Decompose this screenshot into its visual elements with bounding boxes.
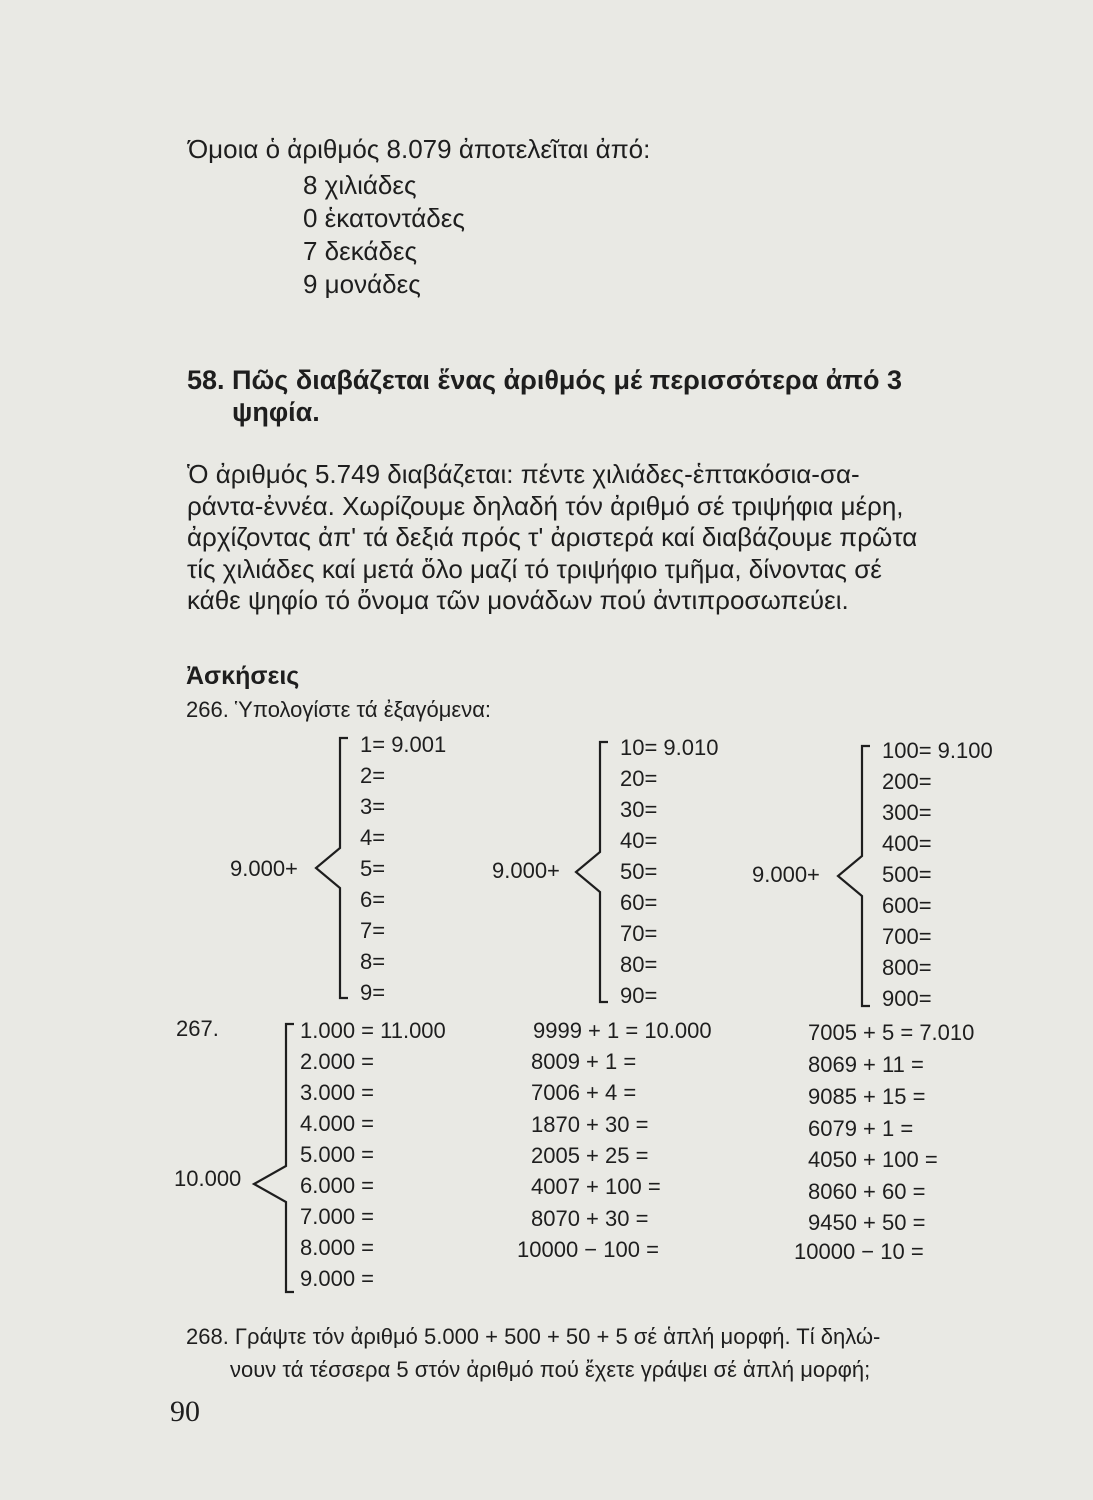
group-prefix: 9.000+ (752, 862, 820, 887)
addition-row: 8070 + 30 = (531, 1206, 649, 1231)
addition-row: 9450 + 50 = (808, 1210, 926, 1235)
intro-part: 8 χιλιάδες (303, 170, 417, 200)
left-brace (312, 736, 352, 1000)
sum-row: 5= (360, 856, 386, 881)
sum-row: 9= (360, 980, 386, 1005)
sum-row: 800= (882, 955, 932, 980)
sum-row: 600= (882, 893, 932, 918)
sum-row: 4= (360, 825, 386, 850)
left-brace (250, 1022, 296, 1294)
sum-row: 10= 9.010 (620, 735, 719, 760)
group-prefix: 9.000+ (230, 856, 298, 881)
addition-row: 5.000 = (300, 1142, 375, 1167)
intro-line: Όμοια ὁ ἀριθμός 8.079 ἀποτελεῖται ἀπό: (188, 134, 651, 164)
addition-row: 1.000 = 11.000 (300, 1018, 446, 1043)
addition-row: 10000 − 100 = (517, 1237, 659, 1262)
addition-row: 6.000 = (300, 1173, 375, 1198)
addition-row: 3.000 = (300, 1080, 375, 1105)
addition-row: 10000 − 10 = (794, 1239, 924, 1264)
section-number: 58. (187, 365, 225, 395)
page-number: 90 (170, 1395, 200, 1428)
addition-row: 7005 + 5 = 7.010 (808, 1020, 975, 1045)
addition-row: 8.000 = (300, 1235, 375, 1260)
addition-row: 7006 + 4 = (531, 1080, 637, 1105)
addition-row: 6079 + 1 = (808, 1116, 914, 1141)
exercise-266-label: 266. Ὑπολογίστε τά ἐξαγόμενα: (186, 697, 492, 722)
sum-row: 8= (360, 949, 386, 974)
sum-row: 60= (620, 890, 658, 915)
addition-row: 9085 + 15 = (808, 1084, 926, 1109)
addition-row: 4007 + 100 = (531, 1174, 661, 1199)
sum-row: 50= (620, 859, 658, 884)
exercise-268-line2: νουν τά τέσσερα 5 στόν ἀριθμό πού ἔχετε γράψει σέ ἁπλή μορφή; (230, 1357, 871, 1382)
addition-row: 2005 + 25 = (531, 1143, 649, 1168)
addition-row: 8060 + 60 = (808, 1179, 926, 1204)
addition-row: 9999 + 1 = 10.000 (533, 1018, 712, 1043)
sum-row: 30= (620, 797, 658, 822)
exercise-268-line1: 268. Γράψτε τόν ἀριθμό 5.000 + 500 + 50 + 5 σέ ἁπλή μορφή. Τί δηλώ- (186, 1324, 881, 1349)
addition-row: 4.000 = (300, 1111, 375, 1136)
section-title-line1: Πῶς διαβάζεται ἕνας ἀριθμός μέ περισσότερα ἀπό 3 (232, 365, 902, 395)
paragraph-line: ἀρχίζοντας ἀπ' τά δεξιά πρός τ' ἀριστερά καί διαβάζουμε πρῶτα (187, 522, 918, 552)
paragraph-line: κάθε ψηφίο τό ὄνομα τῶν μονάδων πού ἀντιπροσωπεύει. (187, 585, 849, 615)
addition-row: 1870 + 30 = (531, 1112, 649, 1137)
sum-row: 1= 9.001 (360, 732, 447, 757)
intro-part: 0 ἑκατοντάδες (303, 203, 465, 233)
addition-row: 4050 + 100 = (808, 1147, 938, 1172)
sum-row: 100= 9.100 (882, 738, 993, 763)
paragraph-line: τίς χιλιάδες καί μετά ὅλο μαζί τό τριψήφιο τμῆμα, δίνοντας σέ (187, 553, 882, 584)
exercise-267-label: 267. (176, 1016, 219, 1041)
left-brace (572, 740, 612, 1004)
sum-row: 200= (882, 769, 932, 794)
sum-row: 3= (360, 794, 386, 819)
left-brace (834, 744, 874, 1008)
sum-row: 90= (620, 983, 658, 1008)
addition-row: 7.000 = (300, 1204, 375, 1229)
sum-row: 300= (882, 800, 932, 825)
sum-row: 80= (620, 952, 658, 977)
sum-row: 2= (360, 763, 386, 788)
intro-part: 9 μονάδες (303, 269, 421, 299)
exercise-267-prefix: 10.000 (174, 1166, 242, 1191)
section-title-line2: ψηφία. (232, 397, 320, 427)
addition-row: 9.000 = (300, 1266, 375, 1291)
sum-row: 700= (882, 924, 932, 949)
sum-row: 400= (882, 831, 932, 856)
section-paragraph (187, 459, 1037, 617)
sum-row: 70= (620, 921, 658, 946)
sum-row: 40= (620, 828, 658, 853)
addition-row: 8009 + 1 = (531, 1049, 637, 1074)
exercises-heading: Ἀσκήσεις (186, 662, 300, 690)
addition-row: 8069 + 11 = (808, 1052, 924, 1077)
sum-row: 6= (360, 887, 386, 912)
sum-row: 500= (882, 862, 932, 887)
paragraph-line: ράντα-ἐννέα. Χωρίζουμε δηλαδή τόν ἀριθμό σέ τριψήφια μέρη, (187, 490, 904, 521)
addition-row: 2.000 = (300, 1049, 375, 1074)
paragraph-line: Ὁ ἀριθμός 5.749 διαβάζεται: πέντε χιλιάδες-ἑπτακόσια-σα- (187, 459, 860, 489)
sum-row: 7= (360, 918, 386, 943)
group-prefix: 9.000+ (492, 858, 560, 883)
sum-row: 900= (882, 986, 932, 1011)
intro-part: 7 δεκάδες (303, 236, 418, 266)
sum-row: 20= (620, 766, 658, 791)
